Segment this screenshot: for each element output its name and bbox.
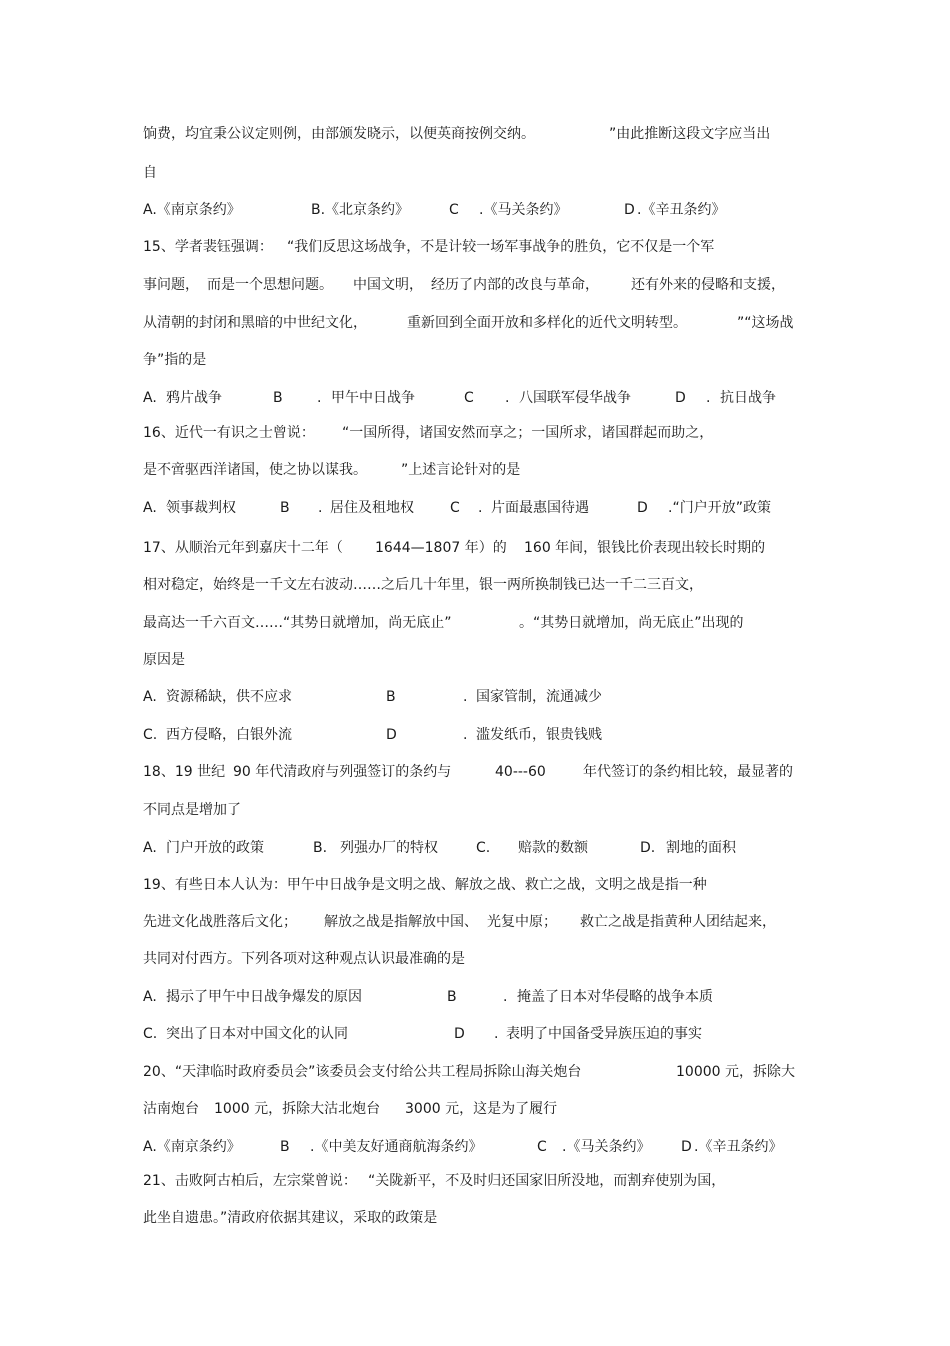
text-segment: 重新回到全面开放和多样化的近代文明转型。 <box>407 315 687 331</box>
text-segment: 160 年间，银钱比价表现出较长时期的 <box>524 540 766 556</box>
text-segment: 经历了内部的改良与革命， <box>431 277 599 293</box>
question-stem: 15、学者裴钰强调： <box>143 239 273 255</box>
option-d-letter: D <box>681 1139 692 1155</box>
option-c-letter: C. <box>143 727 158 743</box>
option-d-text: 滥发纸币，银贵钱贱 <box>476 727 602 743</box>
option-a-letter: A. <box>143 989 157 1005</box>
option-b-dot: . <box>317 390 322 406</box>
text-segment: “一国所得，诸国安然而享之；一国所求，诸国群起而助之， <box>342 425 714 441</box>
option-c-text: 赔款的数额 <box>518 840 588 856</box>
option-b-letter: B <box>280 1139 290 1155</box>
option-b-text: 列强办厂的特权 <box>340 840 438 856</box>
text-segment: 从清朝的封闭和黑暗的中世纪文化， <box>143 315 367 331</box>
option-c-letter: C <box>449 202 459 218</box>
option-b-text: 甲午中日战争 <box>331 390 415 406</box>
question-stem: 16、近代一有识之士曾说： <box>143 425 315 441</box>
option-a-text: 鸦片战争 <box>166 390 222 406</box>
option-d-letter: D <box>454 1026 465 1042</box>
option-d-dot: . <box>706 390 711 406</box>
option-b-letter: B <box>447 989 457 1005</box>
option-c-text: 西方侵略，白银外流 <box>166 727 292 743</box>
option-c-dot: . <box>505 390 510 406</box>
option-a-text: 揭示了甲午中日战争爆发的原因 <box>166 989 362 1005</box>
option-d-letter: D <box>675 390 686 406</box>
text-segment: 最高达一千六百文……“其势日就增加，尚无底止” <box>143 615 452 631</box>
text-segment: 事问题， <box>143 277 199 293</box>
text-segment: 解放之战是指解放中国、 <box>324 914 478 930</box>
option-c-dot: . <box>478 500 483 516</box>
option-b-letter: B. <box>313 840 328 856</box>
option-b-dot: . <box>318 500 323 516</box>
text-segment: 争”指的是 <box>143 352 207 368</box>
option-a: A.《南京条约》 <box>143 1139 241 1155</box>
option-d-text: 抗日战争 <box>720 390 776 406</box>
option-d-text: .《辛丑条约》 <box>637 202 726 218</box>
text-segment: 沽南炮台 <box>143 1101 199 1117</box>
text-segment: 先进文化战胜落后文化； <box>143 914 297 930</box>
text-segment: 10000 元，拆除大 <box>676 1064 795 1080</box>
option-c-text: 片面最惠国待遇 <box>491 500 589 516</box>
option-a-letter: A. <box>143 390 157 406</box>
option-c-text: .《马关条约》 <box>479 202 568 218</box>
question-stem: 21、击败阿古柏后，左宗棠曾说： <box>143 1173 357 1189</box>
option-d-text: .“门户开放”政策 <box>668 500 771 516</box>
option-a: A.《南京条约》 <box>143 202 241 218</box>
option-d-letter: D <box>386 727 397 743</box>
text-segment: 90 年代清政府与列强签订的条约与 <box>233 764 452 780</box>
option-a-letter: A. <box>143 840 157 856</box>
question-stem: 20、“天津临时政府委员会”该委员会支付给公共工程局拆除山海关炮台 <box>143 1064 582 1080</box>
option-d-dot: . <box>494 1026 499 1042</box>
option-a-text: 门户开放的政策 <box>166 840 264 856</box>
option-b-text: .《中美友好通商航海条约》 <box>310 1139 483 1155</box>
option-b: B.《北京条约》 <box>311 202 410 218</box>
text-segment: 3000 元，这是为了履行 <box>405 1101 558 1117</box>
option-b-letter: B <box>386 689 396 705</box>
question-stem: 19、有些日本人认为：甲午中日战争是文明之战、解放之战、救亡之战，文明之战是指一种 <box>143 877 707 893</box>
option-a-letter: A. <box>143 689 157 705</box>
option-d-text: 割地的面积 <box>666 840 736 856</box>
text-segment: 自 <box>143 165 157 181</box>
text-segment: 中国文明， <box>353 277 423 293</box>
text-segment: 相对稳定，始终是一千文左右波动……之后几十年里，银一两所换制钱已达一千二三百文， <box>143 577 703 593</box>
text-segment: 1000 元，拆除大沽北炮台 <box>214 1101 381 1117</box>
option-a-letter: A. <box>143 500 157 516</box>
option-a-text: 资源稀缺，供不应求 <box>166 689 292 705</box>
text-segment: 光复中原； <box>487 914 557 930</box>
option-d-dot: . <box>463 727 468 743</box>
option-d-letter: D <box>637 500 648 516</box>
text-segment: 40---60 <box>495 764 546 780</box>
text-segment: “关陇新平，不及时归还国家旧所没地，而割弃使别为国， <box>368 1173 726 1189</box>
text-segment: “我们反思这场战争，不是计较一场军事战争的胜负，它不仅是一个军 <box>287 239 715 255</box>
option-b-dot: . <box>463 689 468 705</box>
option-b-text: 国家管制，流通减少 <box>476 689 602 705</box>
option-d-letter: D <box>624 202 635 218</box>
text-segment: ”上述言论针对的是 <box>401 462 521 478</box>
text-segment: 而是一个思想问题。 <box>207 277 333 293</box>
question-stem: 17、从顺治元年到嘉庆十二年（ <box>143 540 343 556</box>
option-c-letter: C. <box>143 1026 158 1042</box>
option-d-text: 表明了中国备受异族压迫的事实 <box>506 1026 702 1042</box>
text-segment: 还有外来的侵略和支援， <box>631 277 785 293</box>
text-segment: 共同对付西方。下列各项对这种观点认识最准确的是 <box>143 951 465 967</box>
text-segment: ”“这场战 <box>737 315 794 331</box>
text-segment: 救亡之战是指黄种人团结起来， <box>580 914 776 930</box>
option-a-text: 领事裁判权 <box>166 500 236 516</box>
option-c-text: .《马关条约》 <box>562 1139 651 1155</box>
option-b-text: 掩盖了日本对华侵略的战争本质 <box>517 989 713 1005</box>
question-stem: 18、19 世纪 <box>143 764 226 780</box>
option-c-text: 八国联军侵华战争 <box>519 390 631 406</box>
text-segment: 饷费，均宜秉公议定则例，由部颁发晓示，以便英商按例交纳。 <box>143 126 535 142</box>
option-c-letter: C. <box>476 840 491 856</box>
text-segment: 此坐自遗患。”清政府依据其建议，采取的政策是 <box>143 1210 438 1226</box>
option-c-letter: C <box>464 390 474 406</box>
text-segment: 原因是 <box>143 652 185 668</box>
option-c-letter: C <box>537 1139 547 1155</box>
text-segment: 不同点是增加了 <box>143 802 241 818</box>
option-c-text: 突出了日本对中国文化的认同 <box>166 1026 348 1042</box>
option-d-letter: D. <box>640 840 656 856</box>
text-segment: 是不啻驱西洋诸国，使之协以谋我。 <box>143 462 367 478</box>
option-b-dot: . <box>503 989 508 1005</box>
text-segment: 。“其势日就增加，尚无底止”出现的 <box>519 615 744 631</box>
text-segment: 1644—1807 年）的 <box>375 540 507 556</box>
option-c-letter: C <box>450 500 460 516</box>
option-b-letter: B <box>280 500 290 516</box>
text-segment: 年代签订的条约相比较，最显著的 <box>583 764 793 780</box>
option-b-text: 居住及租地权 <box>330 500 414 516</box>
option-d-text: .《辛丑条约》 <box>694 1139 783 1155</box>
option-b-letter: B <box>273 390 283 406</box>
text-segment: ”由此推断这段文字应当出 <box>609 126 771 142</box>
